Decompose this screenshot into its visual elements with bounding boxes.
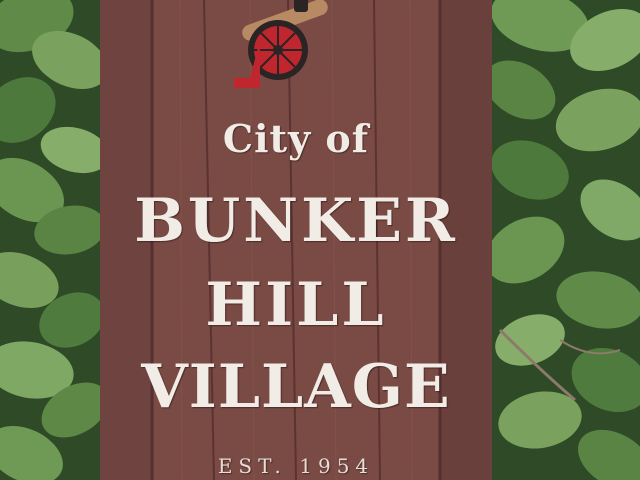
sign-line-village: VILLAGE	[141, 352, 451, 422]
sign-lettering	[100, 0, 492, 480]
sign-line-city-of: City of	[222, 116, 370, 161]
sign-line-hill: HILL	[205, 270, 387, 340]
sign-line-bunker: BUNKER	[134, 186, 458, 256]
sign-established-year: EST. 1954	[217, 454, 375, 478]
